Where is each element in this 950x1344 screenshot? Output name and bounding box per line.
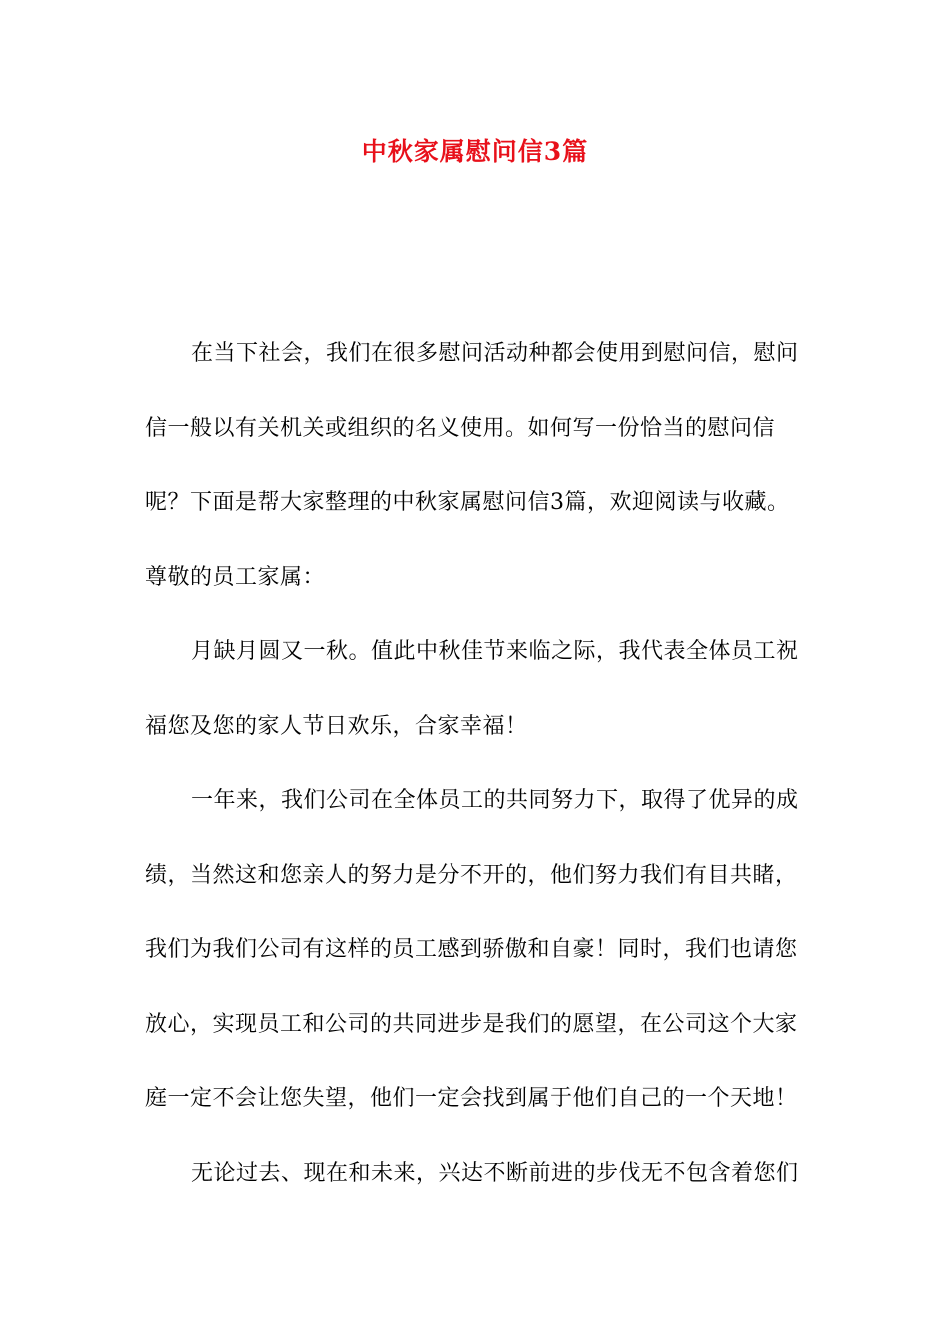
- body-paragraph-1: 月缺月圆又一秋。值此中秋佳节来临之际，我代表全体员工祝福您及您的家人节日欢乐，合家幸福！: [145, 639, 799, 739]
- body-paragraph-3: 无论过去、现在和未来，兴达不断前进的步伐无不包含着您们: [191, 1160, 799, 1186]
- salutation: 尊敬的员工家属：: [145, 564, 326, 590]
- intro-paragraph: 在当下社会，我们在很多慰问活动种都会使用到慰问信，慰问信一般以有关机关或组织的名义使用。如何写一份恰当的慰问信呢？下面是帮大家整理的中秋家属慰问信3篇，欢迎阅读与收藏。: [145, 341, 799, 515]
- document-body: [145, 317, 810, 1211]
- body-paragraph-2: 一年来，我们公司在全体员工的共同努力下，取得了优异的成绩，当然这和您亲人的努力是分不开的，他们努力我们有目共睹，我们为我们公司有这样的员工感到骄傲和自豪！同时，我们也请您放心，实现员工和公司的共同进步是我们的愿望，在公司这个大家庭一定不会让您失望，他们一定会找到属于他们自己的一个天地！: [145, 788, 799, 1111]
- document-title: 中秋家属慰问信3篇: [361, 137, 589, 166]
